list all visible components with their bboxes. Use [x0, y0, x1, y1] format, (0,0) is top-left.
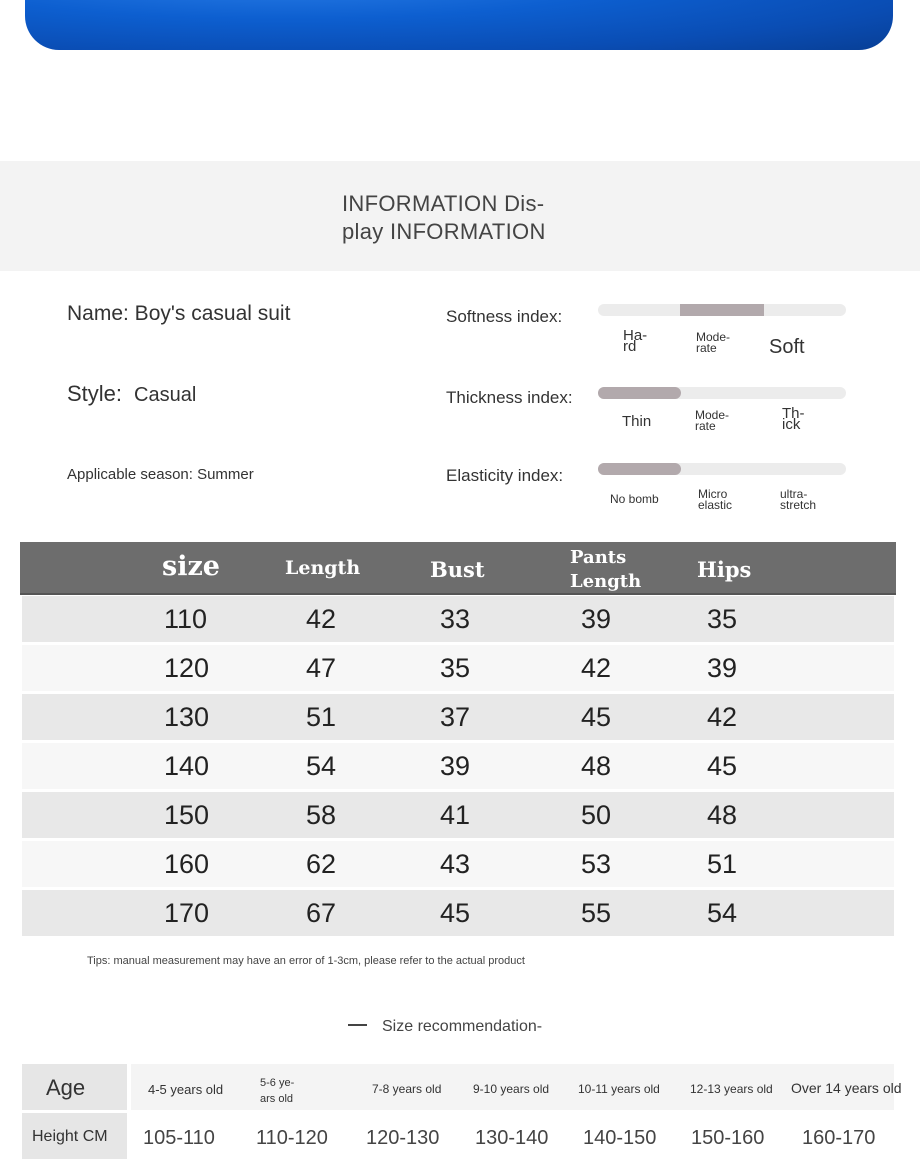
elasticity-scale-ultra-stretch: ultra- stretch	[780, 487, 817, 512]
cell-size: 170	[164, 898, 210, 928]
cell-pants-length: 39	[581, 604, 612, 634]
height-label: Height CM	[32, 1128, 108, 1145]
cell-length: 47	[306, 653, 337, 683]
elasticity-index-label: Elasticity index:	[446, 466, 564, 485]
table-row	[22, 645, 894, 691]
softness-index-fill	[680, 304, 764, 316]
cell-bust: 35	[440, 653, 471, 683]
cell-size: 150	[164, 800, 210, 830]
thickness-scale-moderate: Mode- rate	[695, 408, 730, 433]
cell-hips: 51	[707, 849, 738, 879]
height-160-170: 160-170	[802, 1127, 876, 1149]
product-name: Name: Boy's casual suit	[67, 302, 291, 325]
table-row	[22, 743, 894, 789]
cell-size: 120	[164, 653, 210, 683]
info-title: INFORMATION Dis- play INFORMATION	[342, 191, 546, 244]
cell-bust: 45	[440, 898, 471, 928]
table-row	[22, 792, 894, 838]
cell-pants-length: 53	[581, 849, 612, 879]
cell-pants-length: 42	[581, 653, 612, 683]
cell-hips: 45	[707, 751, 738, 781]
elasticity-index-fill	[598, 463, 681, 475]
cell-hips: 35	[707, 604, 738, 634]
age-9-10: 9-10 years old	[473, 1082, 550, 1096]
cell-size: 110	[164, 604, 208, 634]
age-12-13: 12-13 years old	[690, 1082, 773, 1096]
header-length: Length	[285, 557, 361, 579]
table-row	[22, 596, 894, 642]
thickness-index-fill	[598, 387, 681, 399]
age-over-14: Over 14 years old	[791, 1080, 902, 1096]
cell-hips: 48	[707, 800, 738, 830]
cell-length: 58	[306, 800, 337, 830]
cell-length: 67	[306, 898, 337, 928]
age-7-8: 7-8 years old	[372, 1082, 442, 1096]
softness-index-label: Softness index:	[446, 307, 563, 326]
height-150-160: 150-160	[691, 1127, 765, 1149]
elasticity-scale-micro-elastic: Micro elastic	[698, 487, 733, 512]
cell-size: 160	[164, 849, 210, 879]
cell-pants-length: 48	[581, 751, 612, 781]
thickness-scale-thin: Thin	[622, 413, 652, 430]
age-5-6: 5-6 ye- ars old	[260, 1077, 295, 1105]
softness-scale-hard: Ha- rd	[623, 327, 648, 355]
height-140-150: 140-150	[583, 1127, 657, 1149]
applicable-season: Applicable season: Summer	[67, 466, 254, 483]
product-banner	[25, 0, 893, 50]
dash-icon	[348, 1024, 367, 1026]
style-label: Style:	[67, 381, 123, 406]
cell-bust: 39	[440, 751, 471, 781]
style-value: Casual	[134, 384, 197, 406]
cell-bust: 41	[440, 800, 471, 830]
thickness-index-track	[598, 387, 846, 399]
age-4-5: 4-5 years old	[148, 1082, 224, 1097]
height-120-130: 120-130	[366, 1127, 440, 1149]
elasticity-scale-no-bomb: No bomb	[610, 492, 659, 506]
cell-bust: 33	[440, 604, 471, 634]
height-105-110: 105-110	[143, 1127, 215, 1149]
cell-bust: 37	[440, 702, 471, 732]
softness-scale-soft: Soft	[769, 336, 805, 358]
table-row	[22, 890, 894, 936]
measurement-tips: Tips: manual measurement may have an error of 1-3cm, please refer to the actual product	[87, 955, 525, 967]
header-bust: Bust	[430, 557, 485, 582]
header-size: size	[162, 551, 220, 582]
softness-index-track	[598, 304, 846, 316]
height-110-120: 110-120	[256, 1127, 328, 1149]
thickness-index-label: Thickness index:	[446, 388, 573, 407]
table-row	[22, 694, 894, 740]
height-130-140: 130-140	[475, 1127, 549, 1149]
cell-pants-length: 50	[581, 800, 612, 830]
elasticity-index-track	[598, 463, 846, 475]
softness-scale-moderate: Mode- rate	[696, 330, 731, 355]
cell-hips: 42	[707, 702, 738, 732]
size-table-header	[20, 542, 896, 595]
cell-size: 130	[164, 702, 210, 732]
size-recommendation-title: Size recommendation-	[348, 1018, 542, 1036]
cell-length: 42	[306, 604, 337, 634]
cell-hips: 39	[707, 653, 738, 683]
thickness-scale-thick: Th- ick	[782, 405, 805, 433]
product-style	[67, 381, 196, 407]
table-row	[22, 841, 894, 887]
cell-length: 54	[306, 751, 337, 781]
cell-bust: 43	[440, 849, 471, 879]
cell-pants-length: 55	[581, 898, 612, 928]
cell-length: 51	[306, 702, 337, 732]
header-hips: Hips	[697, 557, 752, 582]
age-label: Age	[46, 1075, 86, 1100]
cell-size: 140	[164, 751, 210, 781]
cell-length: 62	[306, 849, 337, 879]
header-pants-length: Pants Length	[570, 547, 642, 592]
cell-pants-length: 45	[581, 702, 612, 732]
age-10-11: 10-11 years old	[578, 1082, 660, 1096]
cell-hips: 54	[707, 898, 738, 928]
